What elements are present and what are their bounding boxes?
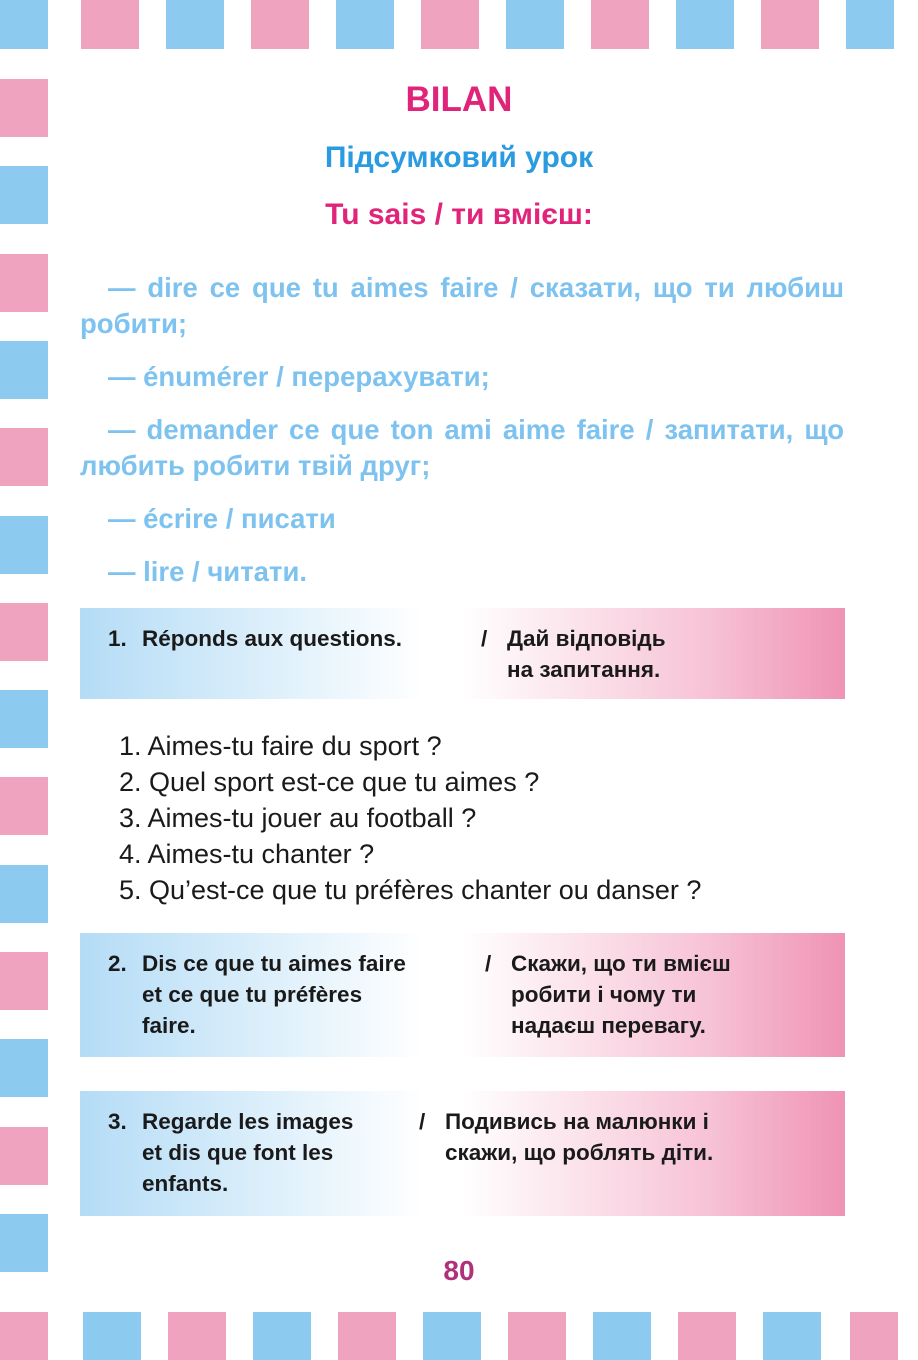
separator: /	[419, 1109, 426, 1134]
exercise-instruction-uk	[445, 1106, 713, 1168]
border-square	[0, 516, 48, 574]
border-square	[508, 1312, 566, 1360]
border-square	[506, 0, 564, 49]
border-square	[0, 1039, 48, 1097]
exercise-instruction-fr	[142, 948, 406, 1041]
exercise-instruction-fr	[142, 623, 402, 654]
border-square	[0, 341, 48, 399]
border-square	[0, 1127, 48, 1185]
question-item: 5. Qu’est-ce que tu préfères chanter ou danser ?	[119, 875, 702, 905]
exercise-number: 3.	[108, 1109, 127, 1134]
instruction-line: Скажи, що ти вмієш	[511, 951, 731, 976]
border-square	[0, 865, 48, 923]
question-item: 4. Aimes-tu chanter ?	[119, 839, 375, 869]
border-square	[83, 1312, 141, 1360]
border-square	[591, 0, 649, 49]
question-item: 1. Aimes-tu faire du sport ?	[119, 731, 442, 761]
border-square	[850, 1312, 898, 1360]
border-square	[166, 0, 224, 49]
instruction-line: faire.	[142, 1013, 196, 1038]
skill-item: — dire ce que tu aimes faire / сказати, що ти любиш робити;	[80, 272, 844, 339]
exercise-instruction-uk	[511, 948, 731, 1041]
border-square	[678, 1312, 736, 1360]
border-square	[253, 1312, 311, 1360]
instruction-line: надаєш перевагу.	[511, 1013, 706, 1038]
instruction-line: на запитання.	[507, 657, 661, 682]
exercise-number: 1.	[108, 626, 127, 651]
border-square	[846, 0, 894, 49]
border-square	[0, 0, 48, 49]
exercise-box	[80, 608, 845, 699]
question-list	[119, 728, 701, 908]
border-square	[423, 1312, 481, 1360]
question-item: 2. Quel sport est-ce que tu aimes ?	[119, 767, 540, 797]
border-square	[338, 1312, 396, 1360]
border-square	[0, 952, 48, 1010]
separator: /	[481, 626, 488, 651]
border-square	[251, 0, 309, 49]
skill-item: — lire / читати.	[108, 556, 307, 587]
skills-heading: Tu sais / ти вмієш:	[325, 198, 593, 231]
instruction-line: Dis ce que tu aimes faire	[142, 951, 406, 976]
instruction-line: робити і чому ти	[511, 982, 697, 1007]
border-square	[761, 0, 819, 49]
border-square	[0, 603, 48, 661]
border-square	[0, 428, 48, 486]
exercise-box	[80, 1091, 845, 1216]
exercise-instruction-fr	[142, 1106, 353, 1199]
page-number: 80	[443, 1255, 475, 1286]
border-square	[168, 1312, 226, 1360]
instruction-line: скажи, що роблять діти.	[445, 1140, 714, 1165]
instruction-line: et ce que tu préfères	[142, 982, 363, 1007]
instruction-line: Réponds aux questions.	[142, 626, 403, 651]
instruction-line: Дай відповідь	[507, 626, 666, 651]
exercise-number: 2.	[108, 951, 127, 976]
skill-item: — écrire / писати	[108, 503, 336, 534]
border-square	[421, 0, 479, 49]
question-item: 3. Aimes-tu jouer au football ?	[119, 803, 477, 833]
border-square	[763, 1312, 821, 1360]
border-square	[0, 254, 48, 312]
skill-item: — demander ce que ton ami aime faire / запитати, що любить робити твій друг;	[80, 414, 844, 481]
border-square	[676, 0, 734, 49]
instruction-line: enfants.	[142, 1171, 229, 1196]
instruction-line: et dis que font les	[142, 1140, 334, 1165]
skill-item: — énumérer / перерахувати;	[108, 361, 490, 392]
exercise-box	[80, 933, 845, 1057]
exercise-instruction-uk	[507, 623, 666, 685]
border-square	[336, 0, 394, 49]
page-title: BILAN	[405, 80, 513, 119]
page-subtitle: Підсумковий урок	[324, 141, 594, 174]
border-square	[0, 777, 48, 835]
border-square	[81, 0, 139, 49]
border-square	[593, 1312, 651, 1360]
separator: /	[485, 951, 492, 976]
border-square	[0, 1312, 48, 1360]
instruction-line: Regarde les images	[142, 1109, 354, 1134]
border-square	[0, 690, 48, 748]
instruction-line: Подивись на малюнки і	[445, 1109, 709, 1134]
